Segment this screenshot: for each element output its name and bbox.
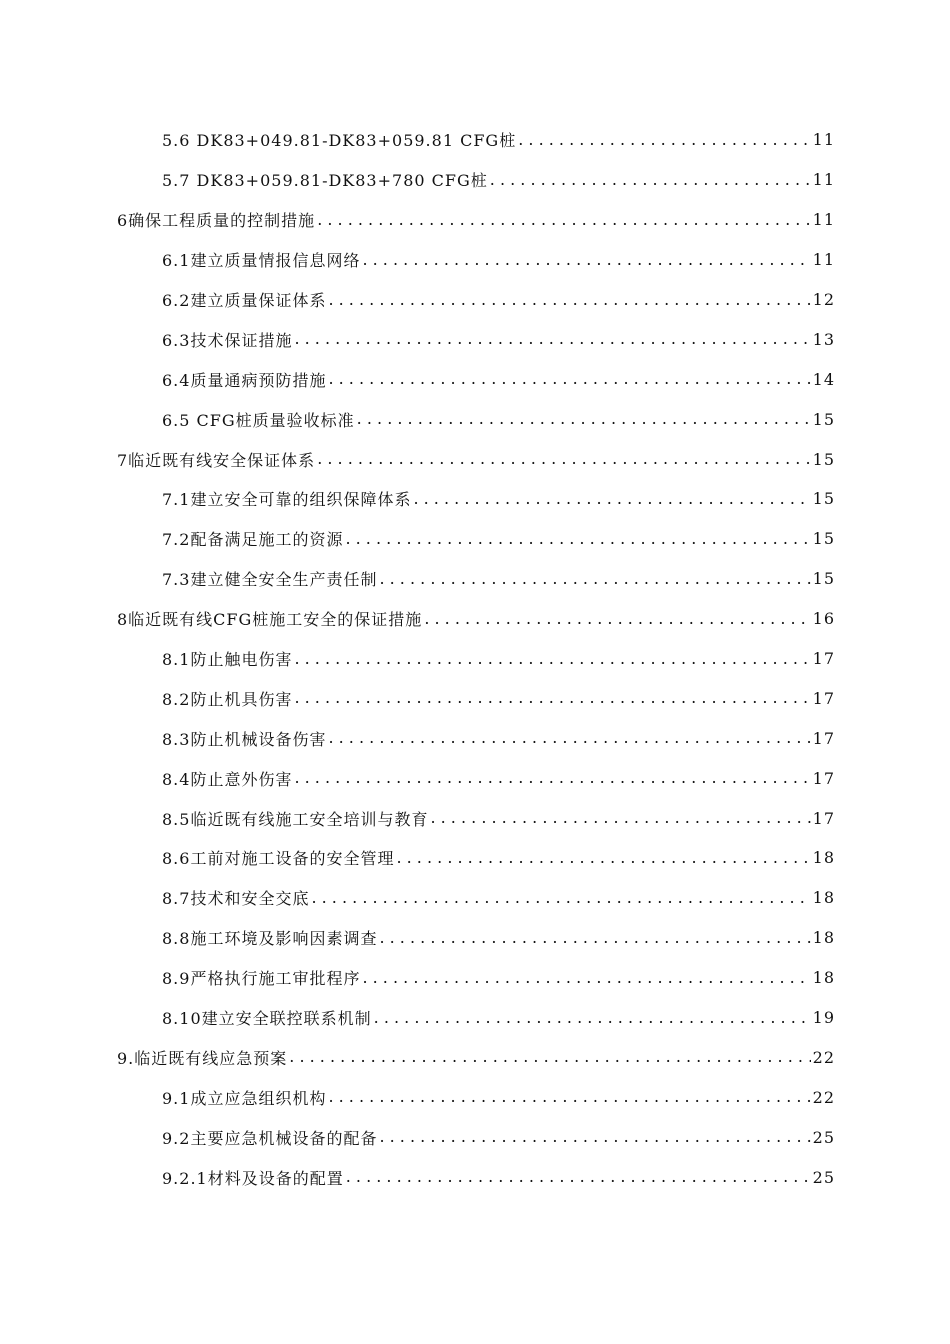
toc-dot-leader: [294, 768, 810, 788]
toc-dot-leader: [346, 1167, 811, 1187]
toc-dot-leader: [413, 489, 810, 509]
toc-entry-title: 8临近既有线CFG桩施工安全的保证措施: [117, 610, 423, 630]
toc-dot-leader: [490, 170, 811, 190]
toc-dot-leader: [424, 609, 810, 629]
toc-dot-leader: [317, 210, 810, 230]
toc-entry-title: 9.临近既有线应急预案: [117, 1048, 288, 1068]
toc-entry-page-number: 18: [812, 928, 835, 948]
toc-entry-page-number: 17: [812, 688, 835, 708]
toc-entry-title: 8.2防止机具伤害: [162, 689, 293, 709]
toc-entry-title: 7.2配备满足施工的资源: [162, 530, 344, 550]
toc-dot-leader: [294, 329, 810, 349]
toc-entry-title: 8.3防止机械设备伤害: [162, 729, 327, 749]
toc-entry-page-number: 15: [812, 569, 835, 589]
toc-entry-page-number: 17: [812, 728, 835, 748]
toc-entry-page-number: 15: [812, 489, 835, 509]
toc-entry-title: 7.3建立健全安全生产责任制: [162, 570, 378, 590]
toc-entry-title: 8.1防止触电伤害: [162, 650, 293, 670]
toc-entry-title: 9.1成立应急组织机构: [162, 1088, 327, 1108]
toc-entry-title: 8.6工前对施工设备的安全管理: [162, 849, 395, 869]
toc-entry[interactable]: [0, 1077, 950, 1117]
toc-entry[interactable]: [0, 479, 950, 519]
toc-dot-leader: [396, 848, 810, 868]
toc-entry-page-number: 15: [812, 409, 835, 429]
toc-dot-leader: [328, 1087, 810, 1107]
toc-entry-title: 5.7 DK83+059.81-DK83+780 CFG桩: [162, 171, 488, 191]
toc-entry[interactable]: [0, 280, 950, 320]
toc-entry-title: 8.8施工环境及影响因素调查: [162, 929, 378, 949]
toc-dot-leader: [294, 688, 810, 708]
toc-entry-page-number: 11: [812, 170, 835, 190]
toc-entry-page-number: 25: [812, 1127, 835, 1147]
toc-entry-page-number: 12: [812, 290, 835, 309]
toc-entry[interactable]: [0, 758, 950, 798]
toc-entry[interactable]: [0, 798, 950, 838]
toc-entry[interactable]: [0, 958, 950, 998]
toc-entry[interactable]: [0, 519, 950, 559]
toc-entry-title: 9.2.1材料及设备的配置: [162, 1168, 344, 1188]
toc-entry-page-number: 18: [812, 968, 835, 988]
toc-entry-page-number: 17: [812, 649, 835, 669]
toc-entry-title: 6.3技术保证措施: [162, 330, 293, 350]
toc-dot-leader: [317, 449, 810, 469]
toc-dot-leader: [430, 808, 810, 828]
toc-entry[interactable]: [0, 439, 950, 479]
toc-entry[interactable]: [0, 1117, 950, 1157]
toc-dot-leader: [311, 888, 810, 908]
toc-entry-title: 6.2建立质量保证体系: [162, 291, 327, 310]
toc-entry-page-number: 17: [812, 768, 835, 788]
toc-entry-page-number: 25: [812, 1167, 835, 1187]
table-of-contents: [0, 120, 950, 1197]
toc-entry-title: 8.7技术和安全交底: [162, 889, 310, 909]
toc-entry[interactable]: [0, 200, 950, 240]
toc-dot-leader: [374, 1008, 811, 1028]
toc-entry-page-number: 18: [812, 848, 835, 868]
toc-entry[interactable]: [0, 160, 950, 200]
toc-dot-leader: [328, 290, 810, 310]
toc-entry-title: 6.5 CFG桩质量验收标准: [162, 410, 355, 430]
toc-entry[interactable]: [0, 878, 950, 918]
toc-entry[interactable]: [0, 599, 950, 639]
toc-entry[interactable]: [0, 639, 950, 679]
toc-entry-page-number: 19: [812, 1008, 835, 1028]
toc-entry[interactable]: [0, 359, 950, 399]
toc-entry[interactable]: [0, 918, 950, 958]
toc-entry-page-number: 11: [812, 210, 835, 230]
toc-entry-title: 8.10建立安全联控联系机制: [162, 1009, 372, 1029]
toc-dot-leader: [294, 649, 810, 669]
toc-dot-leader: [362, 968, 810, 988]
toc-dot-leader: [289, 1047, 810, 1067]
toc-entry[interactable]: [0, 559, 950, 599]
toc-entry-title: 6.1建立质量情报信息网络: [162, 251, 361, 271]
toc-entry-page-number: 15: [812, 529, 835, 549]
toc-entry[interactable]: [0, 998, 950, 1038]
toc-entry-page-number: 22: [812, 1047, 835, 1067]
toc-dot-leader: [379, 569, 810, 589]
toc-entry[interactable]: [0, 678, 950, 718]
toc-entry-page-number: 18: [812, 888, 835, 908]
toc-entry-page-number: 15: [812, 449, 835, 469]
toc-entry[interactable]: [0, 1157, 950, 1197]
toc-entry-title: 5.6 DK83+049.81-DK83+059.81 CFG桩: [162, 131, 517, 151]
toc-dot-leader: [379, 1127, 810, 1147]
toc-entry-page-number: 22: [812, 1087, 835, 1107]
toc-entry-page-number: 16: [812, 609, 835, 629]
toc-entry[interactable]: [0, 1037, 950, 1077]
toc-entry[interactable]: [0, 399, 950, 439]
toc-entry-title: 8.4防止意外伤害: [162, 769, 293, 789]
toc-dot-leader: [518, 130, 810, 150]
toc-entry[interactable]: [0, 718, 950, 758]
toc-entry-page-number: 17: [812, 808, 835, 828]
toc-entry-title: 9.2主要应急机械设备的配备: [162, 1128, 378, 1148]
toc-dot-leader: [345, 529, 810, 549]
toc-entry[interactable]: [0, 120, 950, 160]
toc-dot-leader: [328, 728, 810, 748]
toc-entry-title: 8.9严格执行施工审批程序: [162, 969, 361, 989]
toc-entry-title: 7.1建立安全可靠的组织保障体系: [162, 490, 412, 510]
toc-dot-leader: [379, 928, 810, 948]
toc-entry-page-number: 11: [812, 130, 835, 150]
toc-entry[interactable]: [0, 838, 950, 878]
toc-entry-title: 8.5临近既有线施工安全培训与教育: [162, 809, 429, 829]
toc-entry-title: 6.4质量通病预防措施: [162, 370, 327, 390]
toc-entry-title: 6确保工程质量的控制措施: [117, 211, 316, 231]
toc-dot-leader: [357, 409, 811, 429]
toc-entry-page-number: 11: [812, 250, 835, 270]
toc-entry[interactable]: [0, 240, 950, 280]
toc-entry-page-number: 13: [812, 329, 835, 349]
toc-dot-leader: [328, 369, 810, 389]
toc-entry-page-number: 14: [812, 369, 835, 389]
toc-dot-leader: [362, 250, 810, 270]
toc-entry[interactable]: [0, 319, 950, 359]
toc-entry-title: 7临近既有线安全保证体系: [117, 450, 316, 470]
